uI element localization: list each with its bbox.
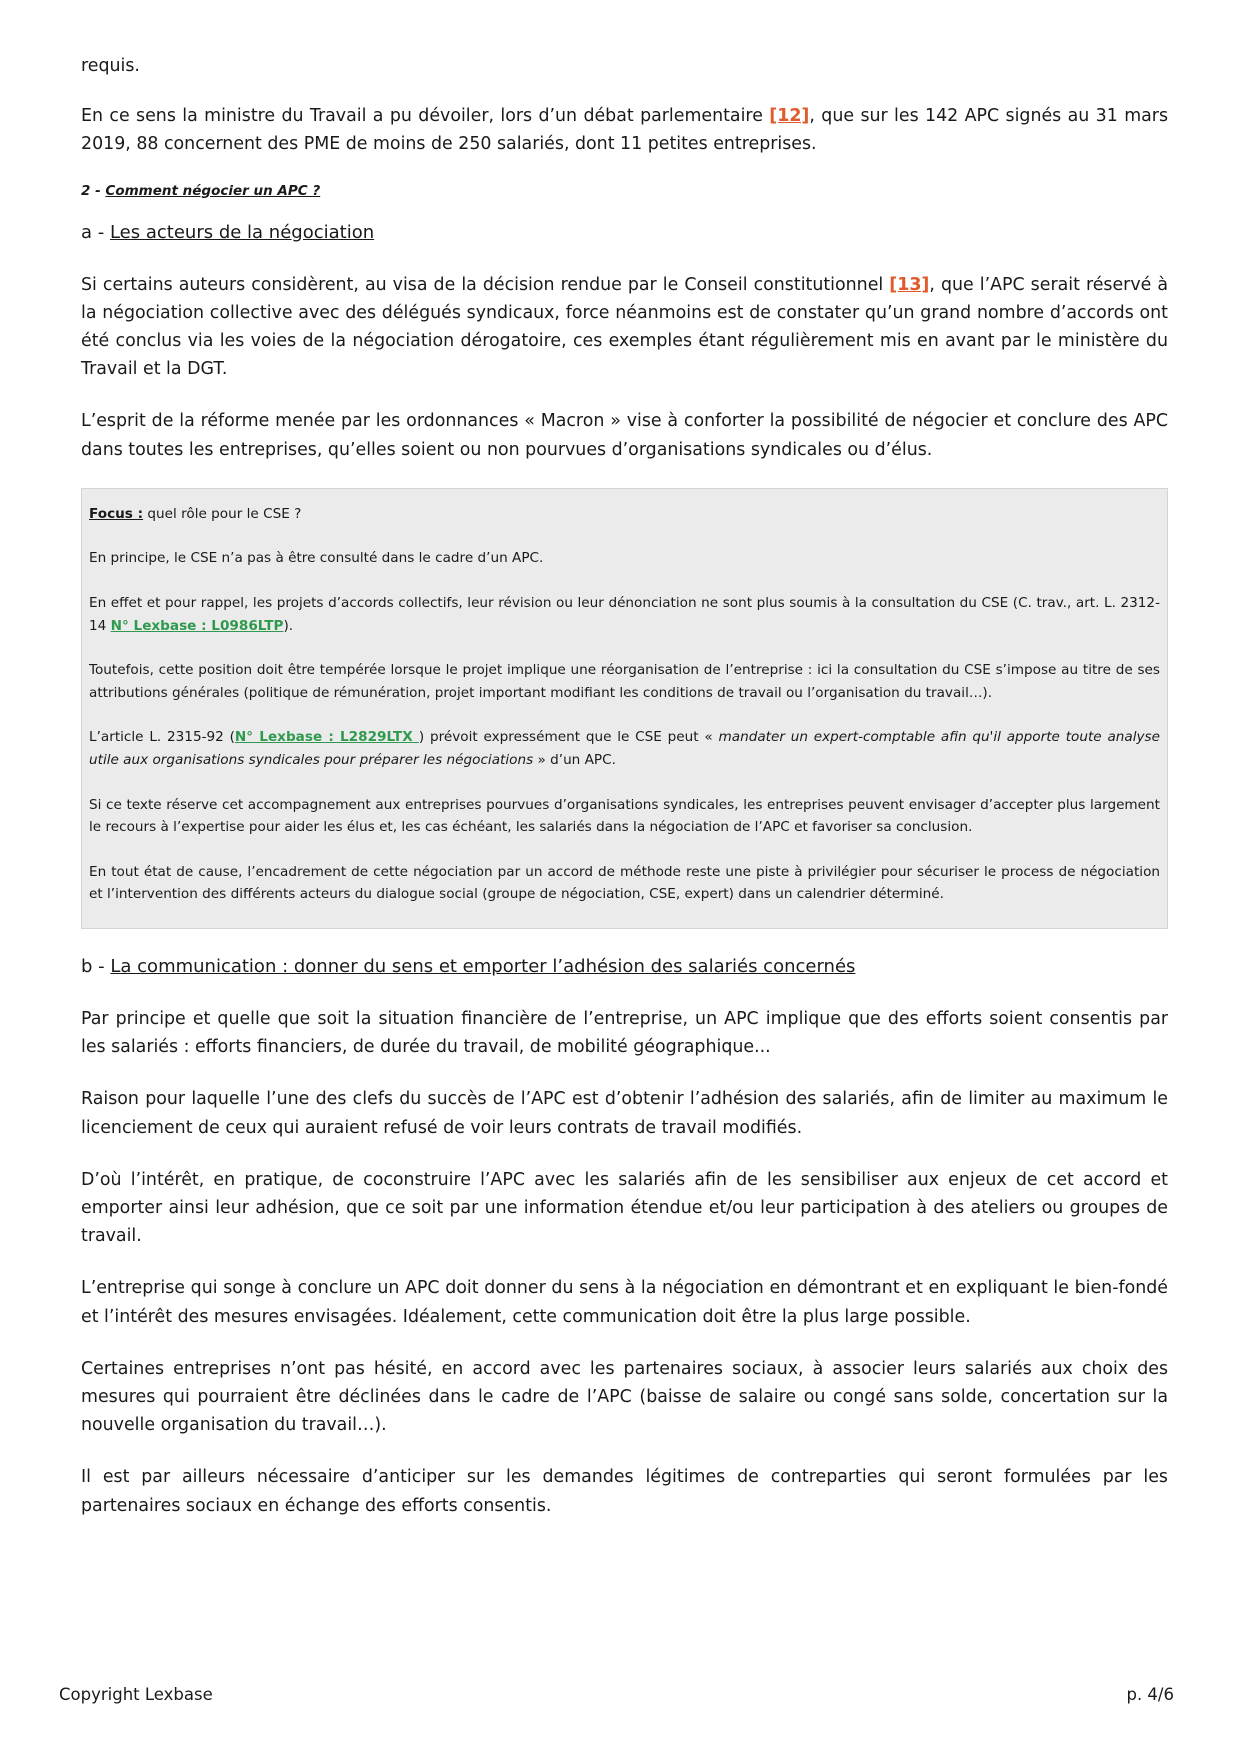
paragraph-entreprise: L’entreprise qui songe à conclure un APC doit donner du sens à la négociation en démontrant et en expliquant le bien-fondé et l’intérêt des mesures envisagées. Idéalement, cette communication doit être la plus large possible. <box>81 1278 1168 1327</box>
focus-paragraph-5: Si ce texte réserve cet accompagnement aux entreprises pourvues d’organisations syndicales, les entreprises peuvent envisager d’accepter plus largement le recours à l’expertise pour aider les élus et, les cas échéant, les salariés dans la négociation de l’APC et favoriser sa conclusion. <box>89 796 1160 836</box>
focus-title-rest: quel rôle pour le CSE ? <box>143 505 302 522</box>
focus-heading <box>89 503 1160 526</box>
paragraph-text: Si certains auteurs considèrent, au visa de la décision rendue par le Conseil constitutionnel <box>81 274 890 295</box>
paragraph-principe: Par principe et quelle que soit la situation financière de l’entreprise, un APC implique que des efforts soient consentis par les salariés : efforts financiers, de durée du travail, de mobilité géographique... <box>81 1008 1168 1058</box>
focus-text: » d’un APC. <box>533 751 616 768</box>
lexbase-link-l2829ltx[interactable]: N° Lexbase : L2829LTX <box>234 729 419 746</box>
paragraph-ministre <box>81 102 1168 158</box>
subheading-b <box>81 953 1168 981</box>
subheading-a <box>81 219 1168 247</box>
focus-paragraph-4 <box>89 726 1160 771</box>
paragraph-interet: D’où l’intérêt, en pratique, de coconstruire l’APC avec les salariés afin de les sensibiliser aux enjeux de cet accord et emporter ainsi leur adhésion, que ce soit par une information étendue et/ou leur participation à des ateliers ou groupes de travail. <box>81 1169 1168 1247</box>
footnote-link-13[interactable]: [13] <box>889 274 930 295</box>
paragraph-text: , que sur les 142 APC signés au 31 mars 2019, 88 concernent des PME de moins de 250 salariés, dont 11 petites entreprises. <box>81 106 1169 155</box>
focus-paragraph-1: En principe, le CSE n’a pas à être consulté dans le cadre d’un APC. <box>89 550 544 567</box>
section-heading-2 <box>81 183 1168 199</box>
focus-paragraph-6: En tout état de cause, l’encadrement de cette négociation par un accord de méthode reste une piste à privilégier pour sécuriser le process de négociation et l’intervention des différents acteurs du dialogue social (groupe de négociation, CSE, expert) dans un calendrier déterminé. <box>89 863 1160 903</box>
subheading-title: Les acteurs de la négociation <box>109 221 375 243</box>
focus-title: Focus : <box>89 505 144 522</box>
paragraph-auteurs <box>81 271 1168 384</box>
focus-text: ) prévoit expressément que le CSE peut « <box>418 729 719 746</box>
paragraph-raison: Raison pour laquelle l’une des clefs du succès de l’APC est d’obtenir l’adhésion des salariés, afin de limiter au maximum le licenciement de ceux qui auraient refusé de voir leurs contrats de travail modifiés. <box>81 1089 1168 1138</box>
footnote-link-12[interactable]: [12] <box>769 106 810 127</box>
subheading-title: La communication : donner du sens et emporter l’adhésion des salariés concernés <box>110 955 856 977</box>
paragraph-requis: requis. <box>81 56 140 76</box>
focus-text: L’article L. 2315-92 ( <box>89 729 235 746</box>
section-title: Comment négocier un APC ? <box>105 182 321 199</box>
paragraph-certaines: Certaines entreprises n’ont pas hésité, en accord avec les partenaires sociaux, à associer leurs salariés aux choix des mesures qui pourraient être déclinées dans le cadre de l’APC (baisse de salaire ou congé sans solde, concertation sur la nouvelle organisation du travail…). <box>81 1358 1168 1436</box>
focus-quote: mandater un expert-comptable afin qu'il apporte toute analyse utile aux organisations syndicales pour préparer les négociations <box>89 729 1160 768</box>
focus-text: ). <box>283 617 294 634</box>
focus-paragraph-2 <box>89 592 1160 637</box>
document-page <box>81 52 1168 1544</box>
focus-text: En effet et pour rappel, les projets d’accords collectifs, leur révision ou leur dénonciation ne sont plus soumis à la consultation du CSE (C. trav., art. L. 2312-14 <box>89 595 1160 634</box>
focus-paragraph-3: Toutefois, cette position doit être tempérée lorsque le projet implique une réorganisation de l’entreprise : ici la consultation du CSE s’impose au titre de ses attributions générales (politique de rémunération, projet important modifiant les conditions de travail ou l’organisation du travail…). <box>89 662 1160 701</box>
focus-box <box>81 488 1168 929</box>
footer-page-number: p. 4/6 <box>1126 1685 1174 1704</box>
paragraph-text: En ce sens la ministre du Travail a pu dévoiler, lors d’un débat parlementaire <box>81 106 770 127</box>
subheading-prefix: b - <box>81 955 111 977</box>
paragraph-esprit: L’esprit de la réforme menée par les ordonnances « Macron » vise à conforter la possibilité de négocier et conclure des APC dans toutes les entreprises, qu’elles soient ou non pourvues d’organisations syndicales ou d’élus. <box>81 411 1168 460</box>
lexbase-link-l0986ltp[interactable]: N° Lexbase : L0986LTP <box>110 617 284 634</box>
paragraph-text: , que l’APC serait réservé à la négociation collective avec des délégués syndicaux, force néanmoins est de constater qu’un grand nombre d’accords ont été conclus via les voies de la négociation dérogatoire, ces exemples étant régulièrement mis en avant par le ministère du Travail et la DGT. <box>81 274 1169 380</box>
subheading-prefix: a - <box>81 221 110 243</box>
footer-copyright: Copyright Lexbase <box>59 1685 213 1704</box>
section-number: 2 - <box>81 182 106 199</box>
paragraph-anticiper: Il est par ailleurs nécessaire d’anticiper sur les demandes légitimes de contreparties qui seront formulées par les partenaires sociaux en échange des efforts consentis. <box>81 1467 1168 1516</box>
